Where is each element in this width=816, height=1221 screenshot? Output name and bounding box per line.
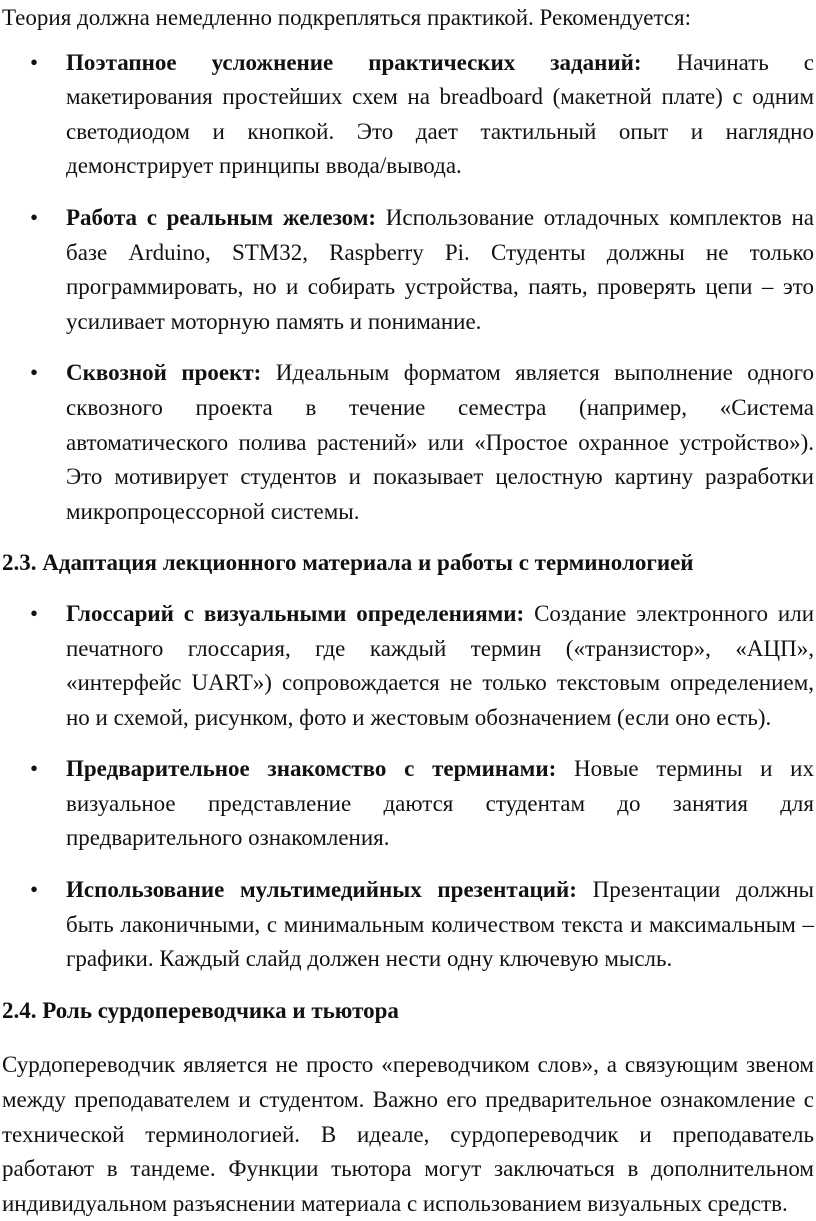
section-heading-2-4: 2.4. Роль сурдопереводчика и тьютора: [2, 997, 399, 1023]
list-item-term: Поэтапное усложнение практических заданий:: [66, 49, 642, 75]
list-item-term: Предварительное знакомство с терминами:: [66, 756, 557, 782]
list-item-text: Создание электронного или печатного глоссария, где каждый термин («транзистор», «АЦП», «интерфейс UART») сопровождается не только текстовым определением, но и схемой, рисунком, фото и жестовым обозначением (если оно есть).: [66, 600, 814, 730]
list-item-text: Презентации должны быть лаконичными, с минимальным количеством текста и максимальным – графики. Каждый слайд должен нести одну ключевую мысль.: [66, 877, 814, 972]
bullet-icon: •: [30, 756, 39, 782]
terminology-list: [2, 597, 814, 977]
practice-list: [2, 46, 814, 530]
bullet-icon: •: [30, 877, 39, 903]
list-item-text: Использование отладочных комплектов на базе Arduino, STM32, Raspberry Pi. Студенты должны не только программировать, но и собирать устройства, паять, проверять цепи – это усиливает моторную память и понимание.: [66, 204, 814, 334]
list-item-text: Начинать с макетирования простейших схем на breadboard (макетной плате) с одним светодиодом и кнопкой. Это дает тактильный опыт и наглядно демонстрирует принципы ввода/вывода.: [66, 49, 814, 179]
list-item: [2, 356, 814, 529]
section-heading-2-3: 2.3. Адаптация лекционного материала и работы с терминологией: [2, 550, 694, 576]
document-page: [0, 1, 816, 1216]
list-item-text: Новые термины и их визуальное представление даются студентам до занятия для предварительного ознакомления.: [66, 756, 814, 851]
list-item-text: Идеальным форматом является выполнение одного сквозного проекта в течение семестра (например, «Система автоматического полива растений» или «Простое охранное устройство»). Это мотивирует студентов и показывает целостную картину разработки микропроцессорной системы.: [66, 360, 814, 524]
bullet-icon: •: [30, 49, 39, 75]
list-item: [2, 752, 814, 856]
list-item: [2, 201, 814, 339]
list-item: [2, 46, 814, 184]
list-item-term: Сквозной проект:: [66, 360, 262, 386]
list-item-term: Использование мультимедийных презентаций:: [66, 877, 577, 903]
list-item-term: Глоссарий с визуальными определениями:: [66, 600, 525, 626]
section-paragraph-2-4: Сурдопереводчик является не просто «переводчиком слов», а связующим звеном между преподавателем и студентом. Важно его предварительное ознакомление с технической терминологией. В идеале, сурдопереводчик и преподаватель работают в тандеме. Функции тьютора могут заключаться в дополнительном индивидуальном разъяснении материала с использованием визуальных средств.: [2, 1052, 814, 1216]
list-item: [2, 597, 814, 735]
list-item-term: Работа с реальным железом:: [66, 204, 377, 230]
bullet-icon: •: [30, 360, 39, 386]
bullet-icon: •: [30, 600, 39, 626]
intro-paragraph: Теория должна немедленно подкрепляться практикой. Рекомендуется:: [2, 5, 691, 30]
list-item: [2, 873, 814, 977]
bullet-icon: •: [30, 204, 39, 230]
